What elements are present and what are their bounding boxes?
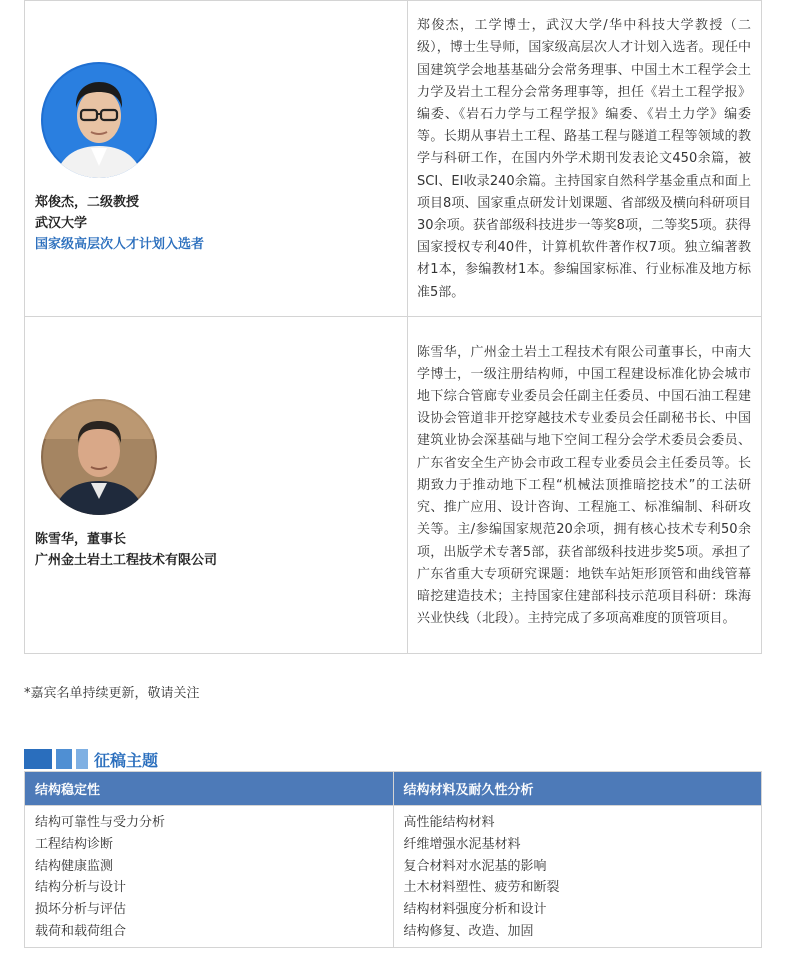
speaker-org: 武汉大学 (35, 216, 88, 231)
topic-item: 结构可靠性与受力分析 (35, 815, 166, 830)
speaker-name: 郑俊杰，二级教授 (35, 195, 140, 210)
portrait-photo-icon (41, 399, 157, 515)
speaker-org: 广州金土岩土工程技术有限公司 (35, 553, 218, 568)
portrait-photo-icon (41, 62, 157, 178)
speaker-bio: 郑俊杰，工学博士，武汉大学/华中科技大学教授（二级），博士生导师，国家级高层次人才计划入选者。现任中国建筑学会地基基础分会常务理事、中国土木工程学会土力学及岩土工程分会常务理事等，担任《岩土工程学报》编委、《岩石力学与工程学报》编委、《岩土力学》编委等。长期从事岩土工程、路基工程与隧道工程等领域的教学与科研工作，在国内外学术期刊发表论文450余篇，被SCI、EI收录240余篇。主持国家自然科学基金重点和面上项目8项、国家重点研发计划课题、省部级及横向科研项目30余项。获省部级科技进步一等奖8项，二等奖5项。获得国家授权专利40件，计算机软件著作权7项。独立编著教材1本，参编教材1本。参编国家标准、行业标准及地方标准5部。 (408, 1, 762, 317)
section-header (24, 748, 524, 770)
topic-item: 结构材料强度分析和设计 (403, 902, 547, 918)
topic-item: 工程结构诊断 (35, 836, 114, 852)
speaker-profile (25, 1, 408, 317)
speaker-profile (25, 317, 408, 654)
topics-header: 结构稳定性 (25, 772, 394, 806)
topic-item: 高性能结构材料 (403, 815, 495, 830)
topic-item: 结构健康监测 (35, 858, 114, 874)
speaker-row (25, 317, 762, 654)
speaker-bio: 陈雪华，广州金土岩土工程技术有限公司董事长，中南大学博士，一级注册结构师，中国工程建设标准化协会城市地下综合管廊专业委员会任副主任委员、中国石油工程建设协会管道非开挖穿越技术专业委员会任副秘书长、中国建筑业协会深基础与地下空间工程分会学术委员会委员、广东省安全生产协会市政工程专业委员会主任委员等。长期致力于推动地下工程“机械法顶推暗挖技术”的工法研究、推广应用、设计咨询、工程施工、标准编制、科研攻关等。主/参编国家规范20余项，拥有核心技术专利50余项，出版学术专著5部，获省部级科技进步奖5项。承担了广东省重大专项研究课题：地铁车站矩形顶管和曲线管幕暗挖建造技术；主持国家住建部科技示范项目科研：珠海兴业快线（北段）。主持完成了多项高难度的顶管项目。 (408, 317, 762, 654)
speaker-avatar (41, 399, 157, 515)
topics-column (393, 806, 762, 948)
speaker-avatar (41, 62, 157, 178)
topic-item: 土木材料塑性、疲劳和断裂 (403, 880, 560, 896)
topic-item: 损坏分析与评估 (35, 902, 127, 918)
topic-item: 纤维增强水泥基材料 (403, 836, 521, 852)
update-note: *嘉宾名单持续更新，敬请关注 (24, 686, 200, 701)
topic-item: 载荷和载荷组合 (35, 923, 127, 939)
topic-item: 复合材料对水泥基的影响 (403, 858, 547, 874)
decor-block-icon (24, 749, 52, 769)
speaker-table (24, 0, 762, 654)
topics-table (24, 771, 762, 948)
topic-item: 结构分析与设计 (35, 880, 127, 896)
section-title: 征稿主题 (94, 750, 159, 770)
topics-column (25, 806, 394, 948)
topics-header: 结构材料及耐久性分析 (393, 772, 762, 806)
topics-body-row (25, 806, 762, 948)
speaker-name: 陈雪华，董事长 (35, 532, 127, 547)
speaker-honor: 国家级高层次人才计划入选者 (35, 237, 205, 252)
topic-item: 结构修复、改造、加固 (403, 923, 534, 939)
topics-header-row (25, 772, 762, 806)
decor-block-icon (76, 749, 88, 769)
speaker-row (25, 1, 762, 317)
decor-block-icon (56, 749, 72, 769)
